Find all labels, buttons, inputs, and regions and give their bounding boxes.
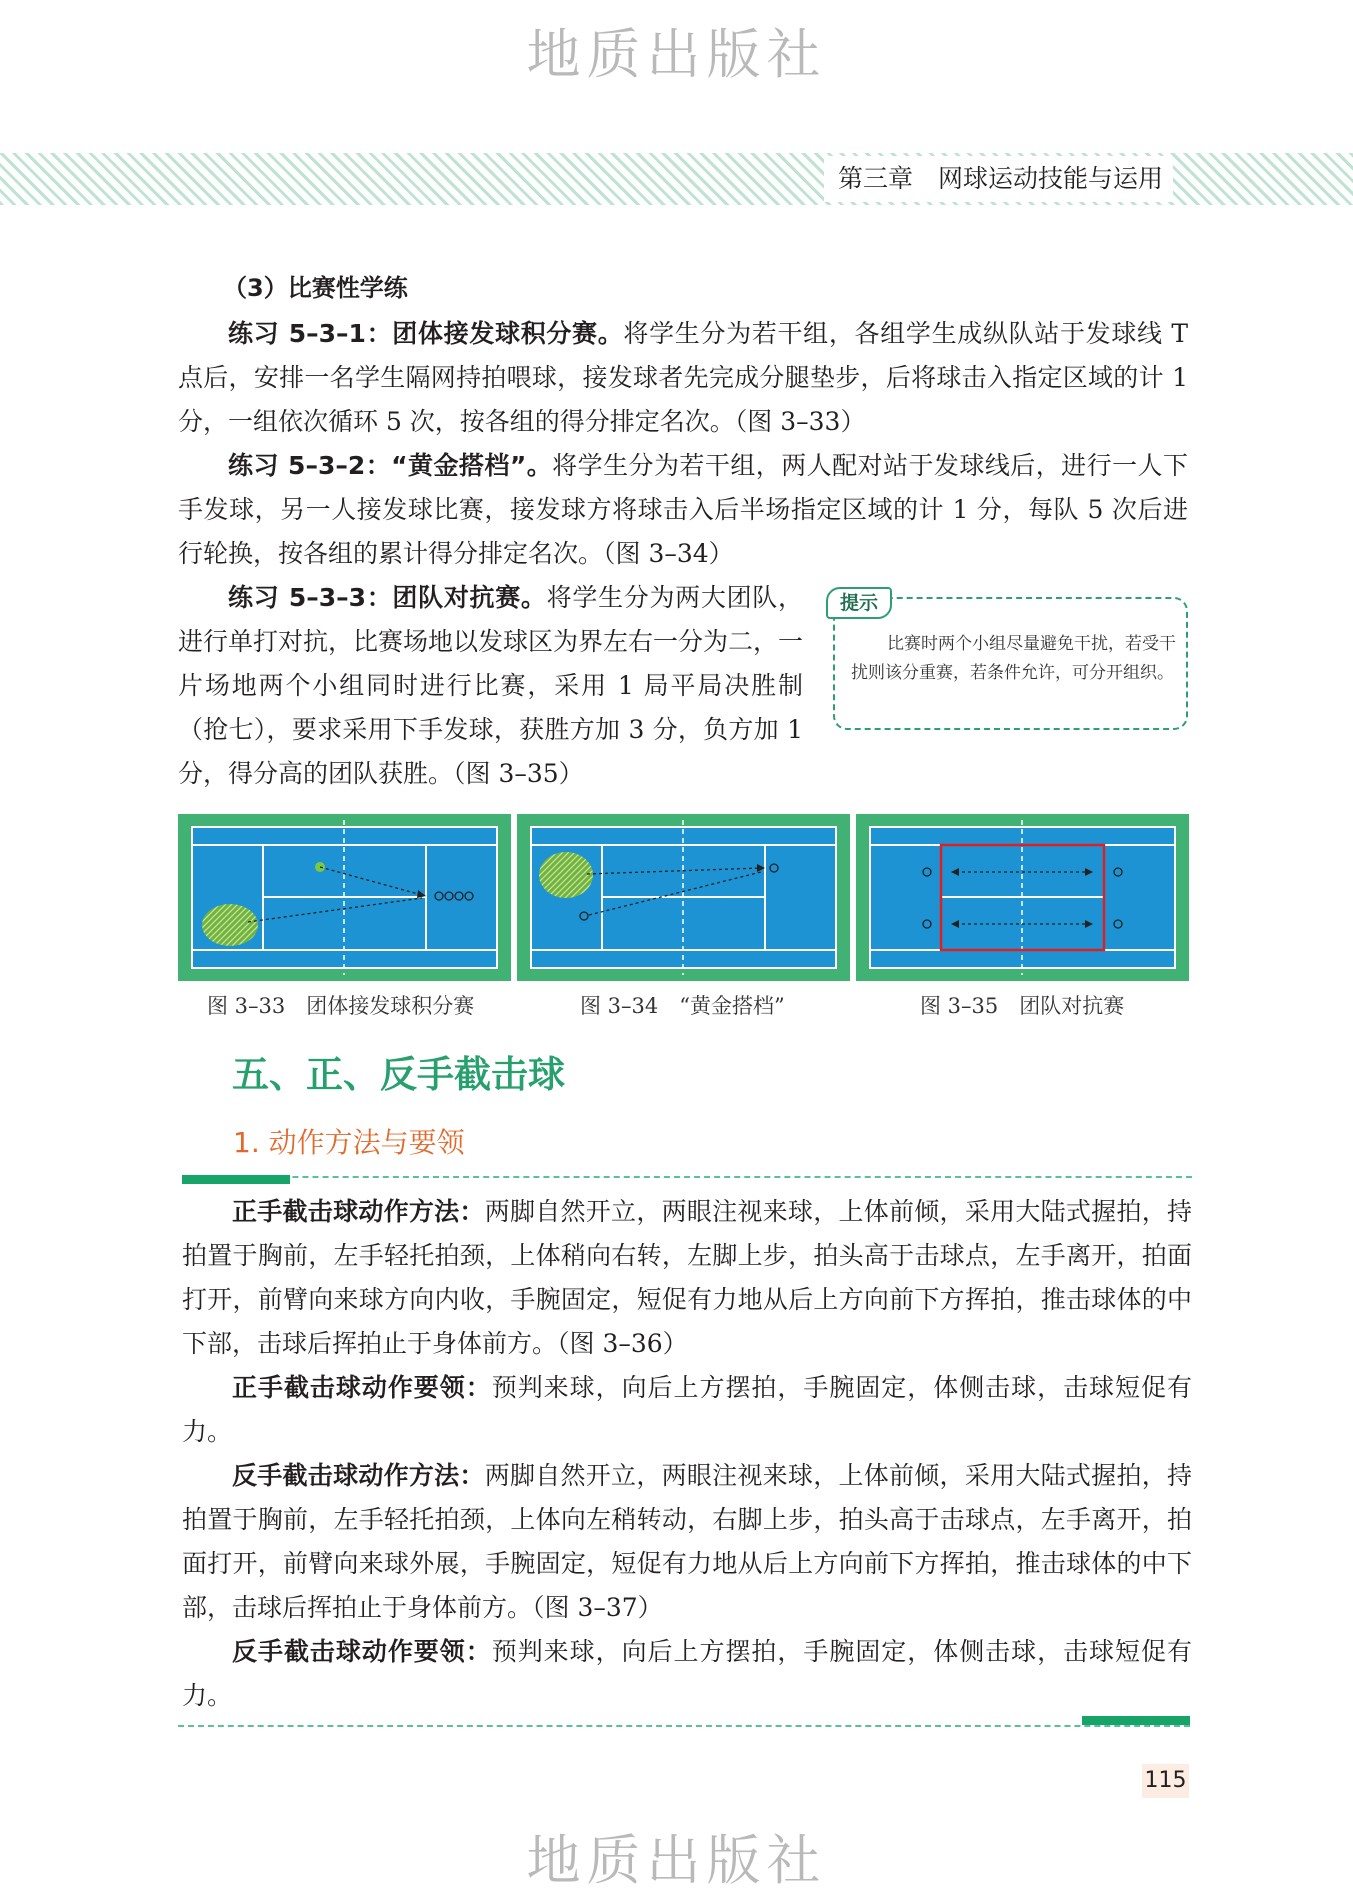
paragraph-text: 预判来球，向后上方摆拍，手腕固定，体侧击球，击球短促有力。: [182, 1373, 1192, 1446]
watermark-bottom: 地质出版社: [526, 1829, 827, 1892]
tip-label: 提示: [826, 587, 892, 619]
paragraph-text: 两脚自然开立，两眼注视来球，上体前倾，采用大陆式握拍，持拍置于胸前，左手轻托拍颈，上体稍向右转，左脚上步，拍头高于击球点，左手离开，拍面打开，前臂向来球方向内收，手腕固定，短促有力地从后上方向前下方挥拍，推击球体的中下部，击球后挥拍止于身体前方。（图 3–36）: [182, 1197, 1192, 1358]
paragraph-text: 将学生分为若干组，两人配对站于发球线后，进行一人下手发球，另一人接发球比赛，接发球方将球击入后半场指定区域的计 1 分，每队 5 次后进行轮换，按各组的累计得分排定名次。（图 3–34）: [178, 451, 1188, 568]
paragraph-lead: 正手截击球动作方法：: [232, 1197, 485, 1226]
paragraph-lead: 练习 5–3–1：团体接发球积分赛。: [228, 319, 624, 348]
accent-bar-bottom: [1082, 1716, 1190, 1725]
watermark-top: 地质出版社: [526, 23, 827, 86]
divider-top: [182, 1176, 1192, 1178]
paragraph-text: 将学生分为两大团队，进行单打对抗，比赛场地以发球区为界左右一分为二，一片场地两个小组同时进行比赛，采用 1 局平局决胜制（抢七），要求采用下手发球，获胜方加 3 分，负方加 1 分，得分高的团队获胜。（图 3–35）: [178, 583, 804, 788]
figure-3-33-caption: 图 3–33 团体接发球积分赛: [207, 994, 475, 1018]
paragraph-5-3-3: [178, 576, 803, 796]
figure-3-35-court: [856, 814, 1189, 981]
figure-3-34-court: [517, 814, 850, 981]
page-number: 115: [1142, 1764, 1189, 1798]
paragraph-forehand-key: [182, 1366, 1192, 1454]
paragraph-lead: 练习 5–3–3：团队对抗赛。: [228, 583, 547, 612]
accent-bar-top: [182, 1175, 290, 1184]
paragraph-5-3-1: [178, 312, 1188, 444]
divider-bottom: [178, 1725, 1190, 1727]
paragraph-lead: 练习 5–3–2：“黄金搭档”。: [228, 451, 553, 480]
paragraph-lead: 反手截击球动作方法：: [232, 1461, 485, 1490]
paragraph-text: 将学生分为若干组，各组学生成纵队站于发球线 T 点后，安排一名学生隔网持拍喂球，接发球者先完成分腿垫步，后将球击入指定区域的计 1 分，一组依次循环 5 次，按各组的得分排定名次。（图 3–33）: [178, 319, 1189, 436]
chapter-title: 第三章 网球运动技能与运用: [824, 156, 1173, 202]
paragraph-backhand-key: [182, 1630, 1192, 1718]
figure-3-34-caption: 图 3–34 “黄金搭档”: [580, 994, 785, 1018]
paragraph-text: 两脚自然开立，两眼注视来球，上体前倾，采用大陆式握拍，持拍置于胸前，左手轻托拍颈，上体向左稍转动，右脚上步，拍头高于击球点，左手离开，拍面打开，前臂向来球外展，手腕固定，短促有力地从后上方向前下方挥拍，推击球体的中下部，击球后挥拍止于身体前方。（图 3–37）: [182, 1461, 1192, 1622]
section-subtitle: 1. 动作方法与要领: [233, 1126, 465, 1159]
tip-text: 比赛时两个小组尽量避免干扰，若受干扰则该分重赛，若条件允许，可分开组织。: [851, 634, 1176, 683]
paragraph-lead: 正手截击球动作要领：: [232, 1373, 492, 1402]
section-title: 五、正、反手截击球: [232, 1052, 565, 1096]
paragraph-lead: 反手截击球动作要领：: [232, 1637, 492, 1666]
figure-3-35-caption: 图 3–35 团队对抗赛: [920, 994, 1125, 1018]
paragraph-text: 预判来球，向后上方摆拍，手腕固定，体侧击球，击球短促有力。: [182, 1637, 1192, 1710]
paragraph-backhand-method: [182, 1454, 1192, 1630]
paragraph-forehand-method: [182, 1190, 1192, 1366]
subheading-practice: （3）比赛性学练: [223, 274, 408, 302]
paragraph-5-3-2: [178, 444, 1188, 576]
figure-3-33-court: [178, 814, 511, 981]
